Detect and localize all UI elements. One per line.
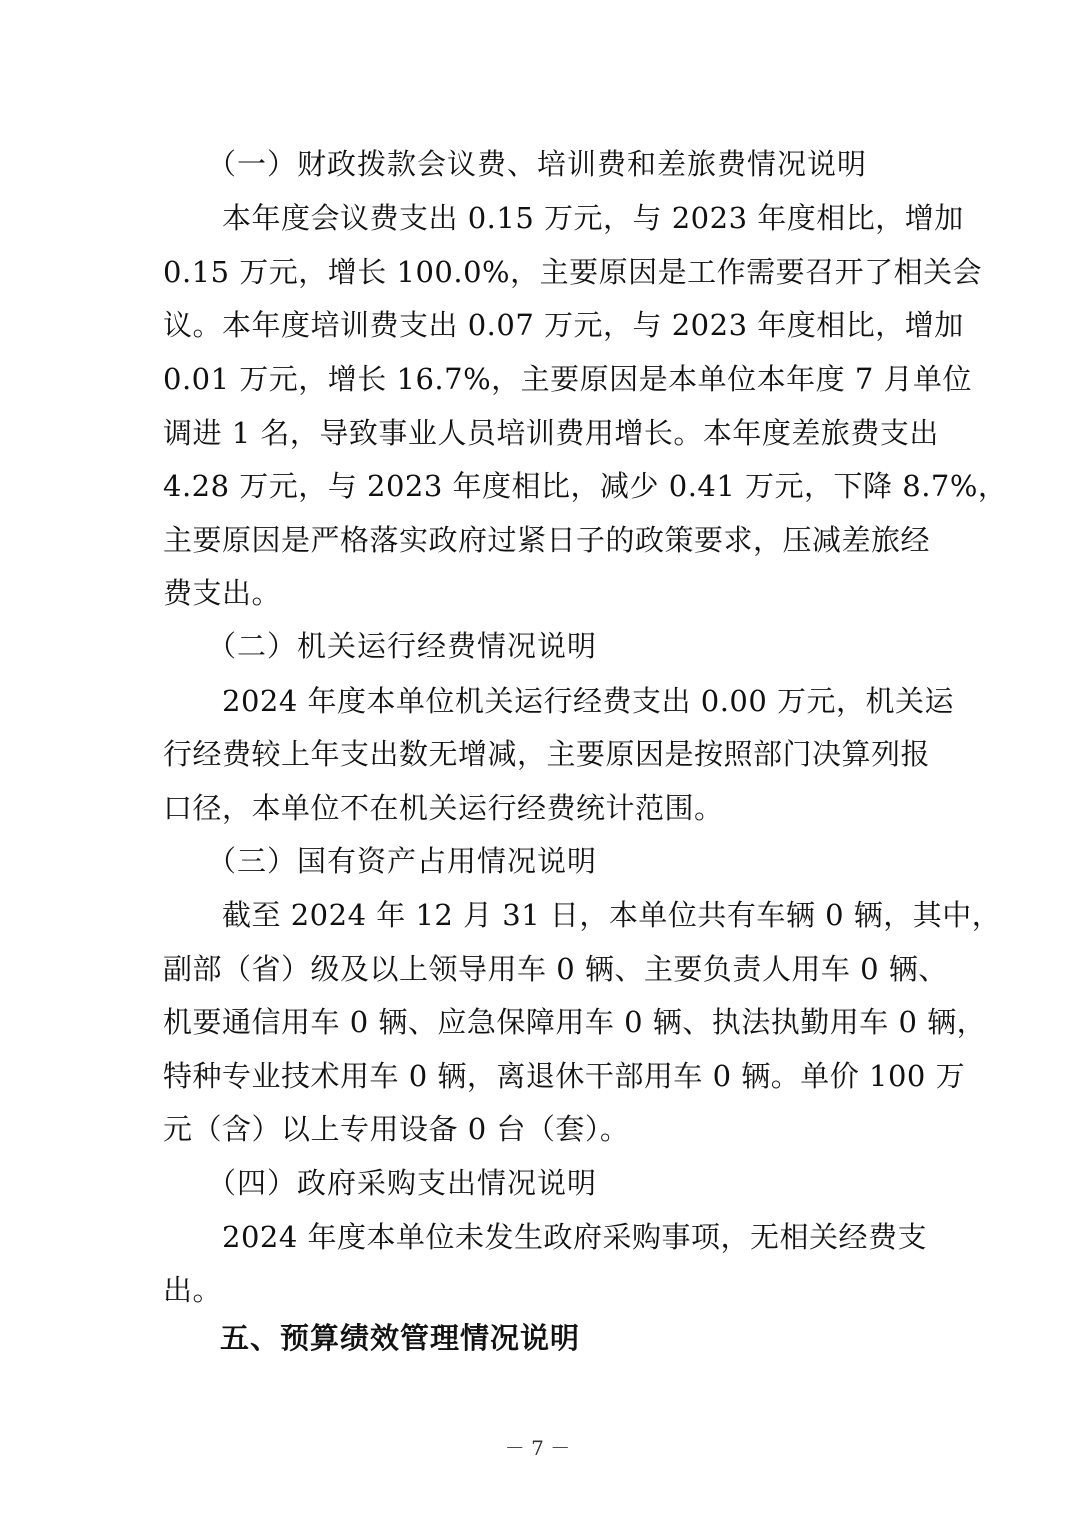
paragraph-line: 行经费较上年支出数无增减，主要原因是按照部门决算列报 [163, 737, 931, 771]
paragraph-line: 主要原因是严格落实政府过紧日子的政策要求，压减差旅经 [163, 523, 931, 557]
paragraph-line: 出。 [163, 1273, 223, 1307]
paragraph-line: 2024 年度本单位机关运行经费支出 0.00 万元，机关运 [222, 684, 955, 718]
paragraph-line: 口径，本单位不在机关运行经费统计范围。 [163, 791, 724, 825]
paragraph-line: 本年度会议费支出 0.15 万元，与 2023 年度相比，增加 [222, 201, 964, 235]
heading-government-procurement: （四）政府采购支出情况说明 [207, 1166, 598, 1200]
paragraph-line: 调进 1 名，导致事业人员培训费用增长。本年度差旅费支出 [163, 416, 939, 450]
paragraph-line: 4.28 万元，与 2023 年度相比，减少 0.41 万元，下降 8.7%， [163, 469, 1008, 503]
paragraph-line: 费支出。 [163, 576, 282, 610]
paragraph-line: 截至 2024 年 12 月 31 日，本单位共有车辆 0 辆，其中， [222, 898, 1002, 932]
paragraph-line: 元（含）以上专用设备 0 台（套）。 [163, 1112, 630, 1146]
paragraph-line: 特种专业技术用车 0 辆，离退休干部用车 0 辆。单价 100 万 [163, 1059, 966, 1093]
section-title-performance-management: 五、预算绩效管理情况说明 [220, 1321, 581, 1355]
paragraph-line: 副部（省）级及以上领导用车 0 辆、主要负责人用车 0 辆、 [163, 952, 948, 986]
paragraph-line: 0.15 万元，增长 100.0%，主要原因是工作需要召开了相关会 [163, 255, 983, 289]
page-number: － 7 － [504, 1436, 571, 1460]
paragraph-line: 机要通信用车 0 辆、应急保障用车 0 辆、执法执勤用车 0 辆， [163, 1005, 987, 1039]
paragraph-line: 0.01 万元，增长 16.7%，主要原因是本单位本年度 7 月单位 [163, 362, 973, 396]
heading-operating-expenses: （二）机关运行经费情况说明 [207, 629, 598, 663]
heading-conference-training-travel: （一）财政拨款会议费、培训费和差旅费情况说明 [207, 147, 868, 181]
paragraph-line: 2024 年度本单位未发生政府采购事项，无相关经费支 [222, 1220, 928, 1254]
paragraph-line: 议。本年度培训费支出 0.07 万元，与 2023 年度相比，增加 [163, 308, 964, 342]
heading-state-assets: （三）国有资产占用情况说明 [207, 844, 598, 878]
